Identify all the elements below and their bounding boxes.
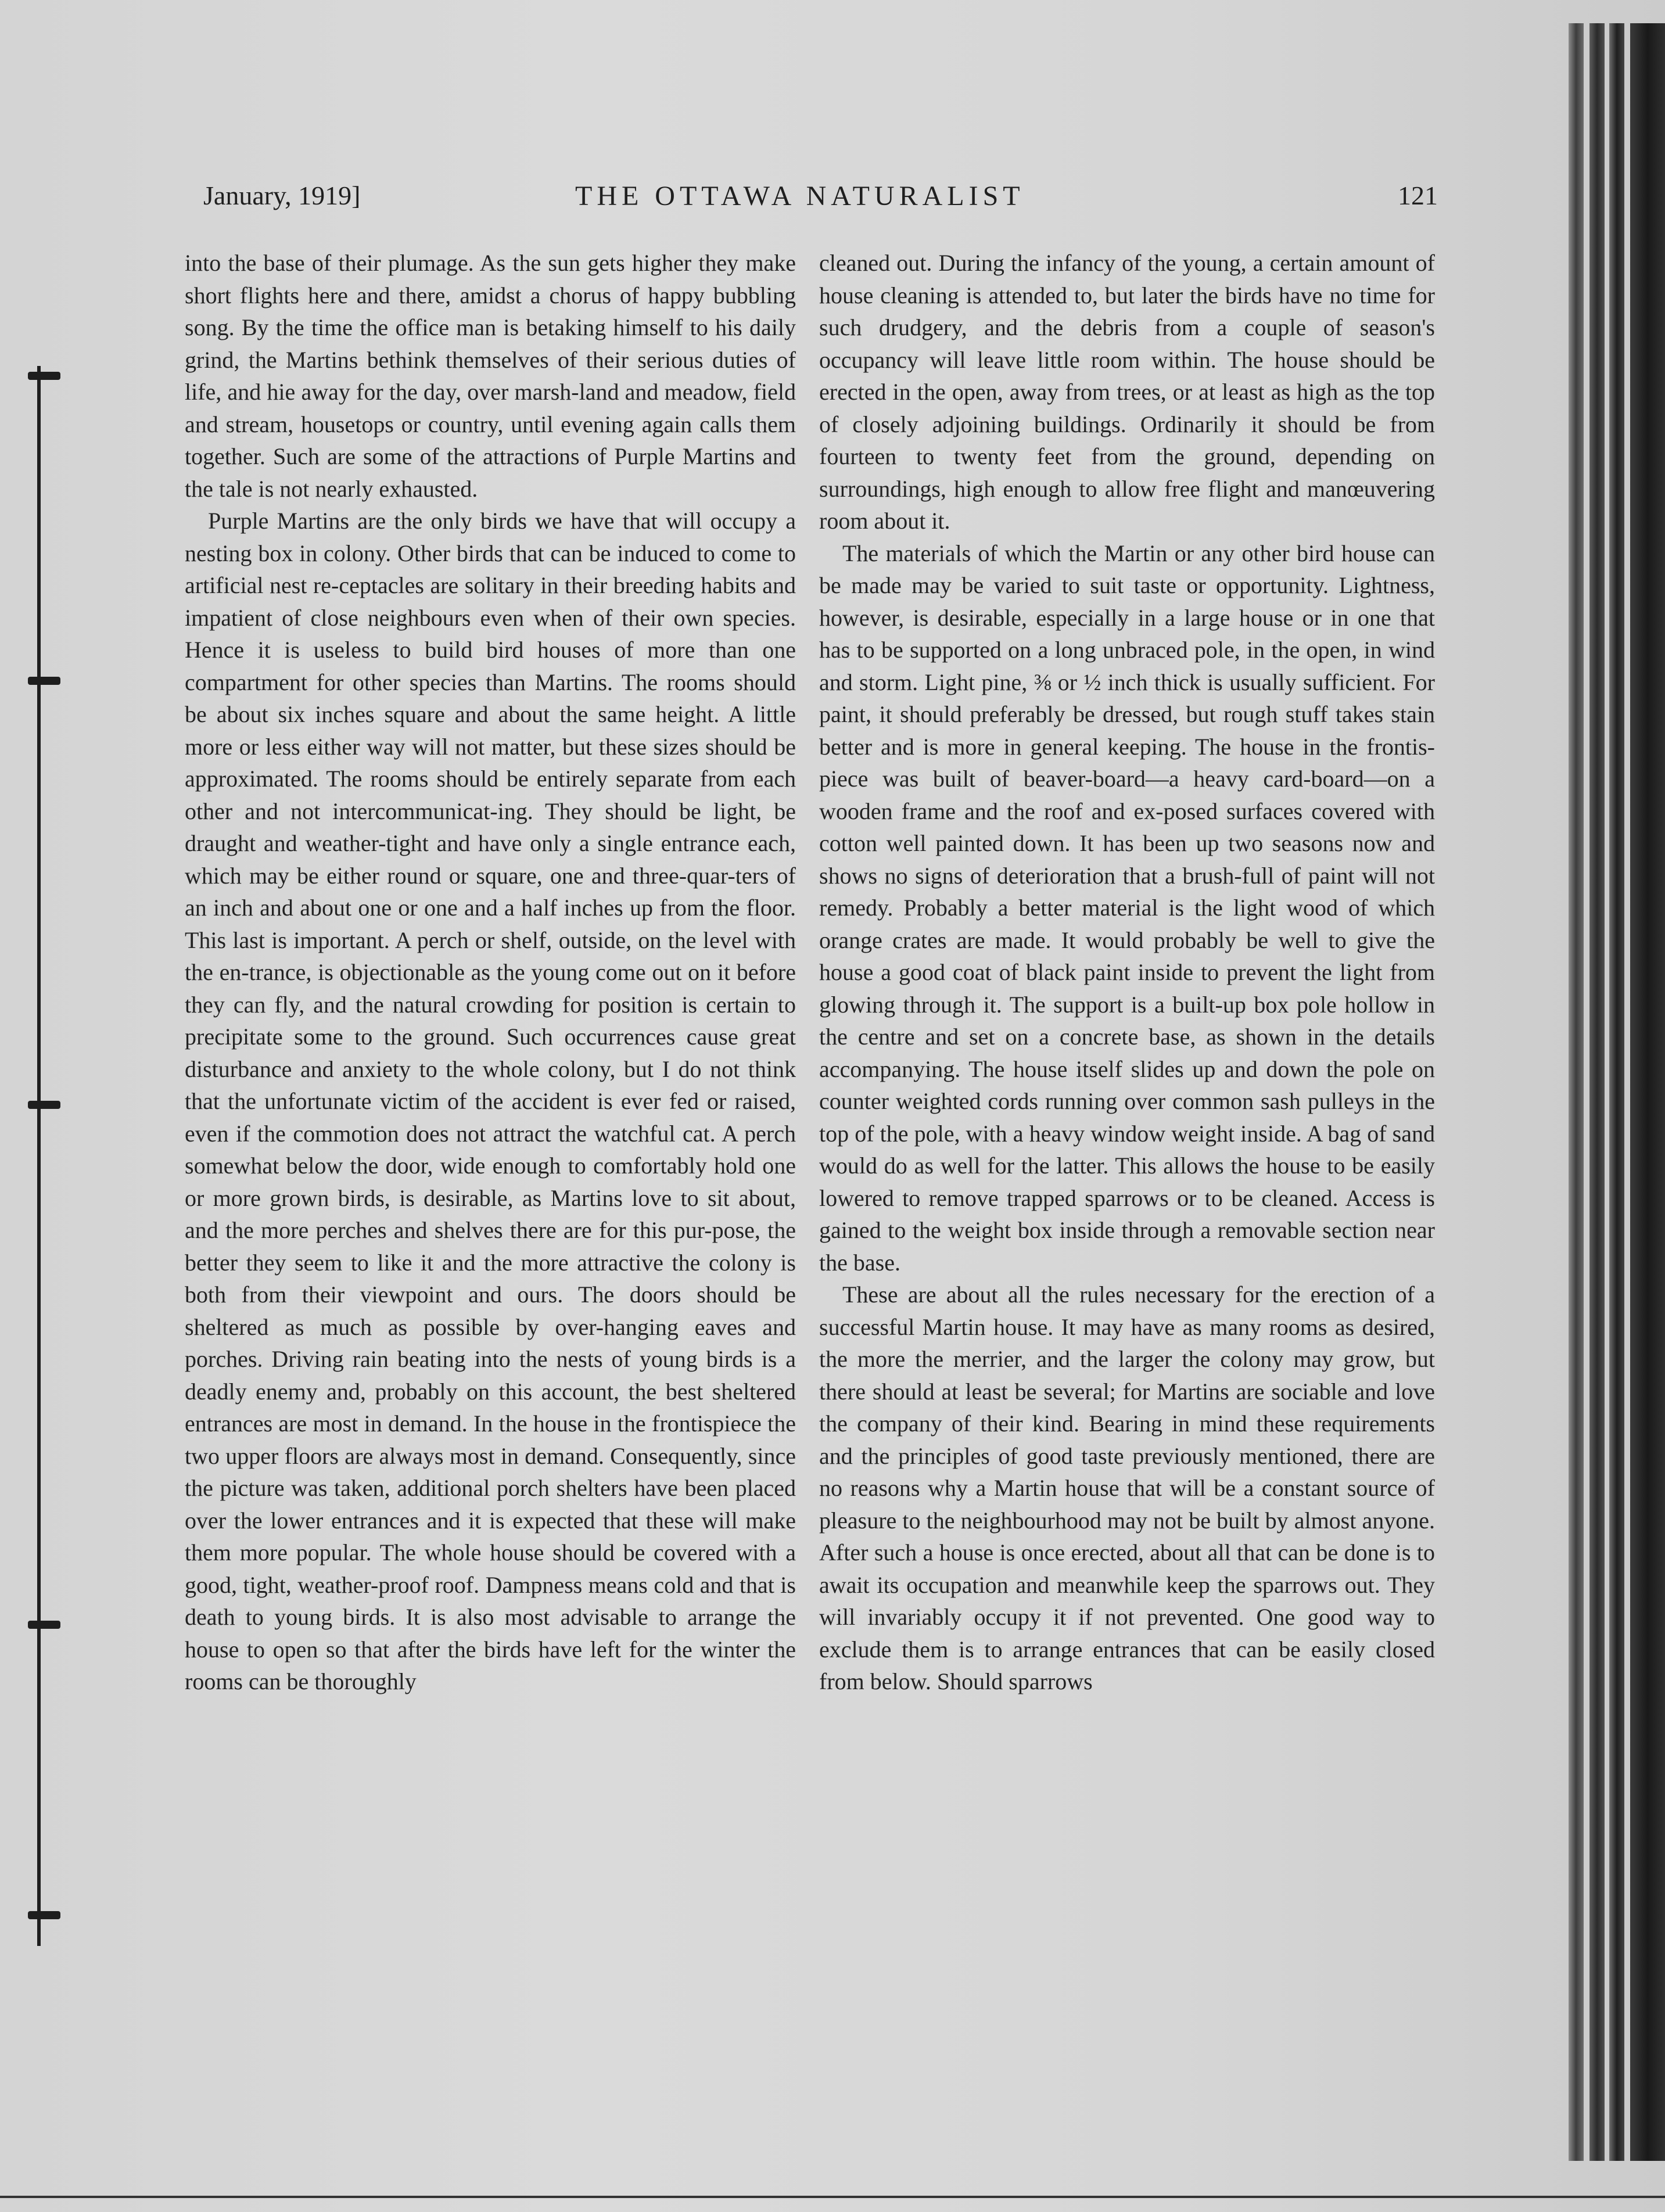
- book-page-edges: [1609, 23, 1624, 2161]
- book-binding-edge: [1630, 23, 1665, 2161]
- paragraph: The materials of which the Martin or any other bird house can be made may be varied to suit taste or opportunity. Lightness, however, is desirable, especially in a large house or in one that has to be supported on a long unbraced pole, in the open, in wind and storm. Light pine, ⅜ or ½ inch thick is usually sufficient. For paint, it should preferably be dressed, but rough stuff takes stain better and is more in general keeping. The house in the frontis-piece was built of beaver-board—a heavy card-board—on a wooden frame and the roof and ex-posed surfaces covered with cotton well painted down. It has been up two seasons now and shows no signs of deterioration that a brush-full of paint will not remedy. Probably a better material is the light wood of which orange crates are made. It would probably be well to give the house a good coat of black paint inside to prevent the light from glowing through it. The support is a built-up box pole hollow in the centre and set on a concrete base, as shown in the details accompanying. The house itself slides up and down the pole on counter weighted cords running over common sash pulleys in the top of the pole, with a heavy window weight inside. A bag of sand would do as well for the latter. This allows the house to be easily lowered to remove trapped sparrows or to be cleaned. Access is gained to the weight box inside through a removable section near the base.: [819, 540, 1435, 1276]
- paragraph: into the base of their plumage. As the sun gets higher they make short flights here and there, amidst a chorus of happy bubbling song. By the time the office man is betaking himself to his daily grind, the Martins bethink themselves of their serious duties of life, and hie away for the day, over marsh-land and meadow, field and stream, housetops or country, until evening again calls them together. Such are some of the attractions of Purple Martins and the tale is not nearly exhausted.: [185, 250, 796, 502]
- paragraph: These are about all the rules necessary for the erection of a successful Martin house. It may have as many rooms as desired, the more the merrier, and the larger the colony may grow, but there should at least be several; for Martins are sociable and love the company of their kind. Bearing in mind these requirements and the principles of good taste previously mentioned, there are no reasons why a Martin house that will be a constant source of pleasure to the neighbourhood may not be built by almost anyone. After such a house is once erected, about all that can be done is to await its occupation and meanwhile keep the sparrows out. They will invariably occupy it if not prevented. One good way to exclude them is to arrange entrances that can be easily closed from below. Should sparrows: [819, 1281, 1435, 1694]
- running-header: [203, 180, 1438, 215]
- binding-stitch-mark: [28, 677, 60, 685]
- paragraph: Purple Martins are the only birds we have that will occupy a nesting box in colony. Other birds that can be induced to come to artificial nest re-ceptacles are solitary in their breeding habits and impatient of close neighbours even when of their own species. Hence it is useless to build bird houses of more than one compartment for other species than Martins. The rooms should be about six inches square and about the same height. A little more or less either way will not matter, but these sizes should be approximated. The rooms should be entirely separate from each other and not intercommunicat-ing. They should be light, be draught and weather-tight and have only a single entrance each, which may be either round or square, one and three-quar-ters of an inch and about one or one and a half inches up from the floor. This last is important. A perch or shelf, outside, on the level with the en-trance, is objectionable as the young come out on it before they can fly, and the natural crowding for position is certain to precipitate some to the ground. Such occurrences cause great disturbance and anxiety to the whole colony, but I do not think that the unfortunate victim of the accident is ever fed or raised, even if the commotion does not attract the watchful cat. A perch somewhat below the door, wide enough to comfortably hold one or more grown birds, is desirable, as Martins love to sit about, and the more perches and shelves there are for this pur-pose, the better they seem to like it and the more attractive the colony is both from their viewpoint and ours. The doors should be sheltered as much as possible by over-hanging eaves and porches. Driving rain beating into the nests of young birds is a deadly enemy and, probably on this account, the best sheltered entrances are most in demand. In the house in the frontispiece the two upper floors are always most in demand. Consequently, since the picture was taken, additional porch shelters have been placed over the lower entrances and it is expected that these will make them more popular. The whole house should be covered with a good, tight, weather-proof roof. Dampness means cold and that is death to young birds. It is also most advisable to arrange the house to open so that after the birds have left for the winter the rooms can be thoroughly: [185, 508, 796, 1694]
- issue-date: January, 1919]: [203, 181, 361, 210]
- book-page-edges: [1589, 23, 1605, 2161]
- binding-stitch-mark: [28, 372, 60, 380]
- binding-stitch-mark: [28, 1101, 60, 1109]
- scan-bottom-border: [0, 2196, 1665, 2198]
- binding-stitch-mark: [28, 1911, 60, 1919]
- left-text-column: [185, 247, 796, 1698]
- paragraph: cleaned out. During the infancy of the young, a certain amount of house cleaning is attended to, but later the birds have no time for such drudgery, and the debris from a couple of season's occupancy will leave little room within. The house should be erected in the open, away from trees, or at least as high as the top of closely adjoining buildings. Ordinarily it should be from fourteen to twenty feet from the ground, depending on surroundings, high enough to allow free flight and manœuvering room about it.: [819, 250, 1435, 534]
- book-page-edges: [1569, 23, 1584, 2161]
- page-number: 121: [1398, 181, 1438, 210]
- right-text-column: [819, 247, 1435, 1698]
- binding-stitch-mark: [28, 1621, 60, 1629]
- journal-title: THE OTTAWA NATURALIST: [575, 181, 1025, 211]
- binding-stitch-line: [37, 366, 46, 1946]
